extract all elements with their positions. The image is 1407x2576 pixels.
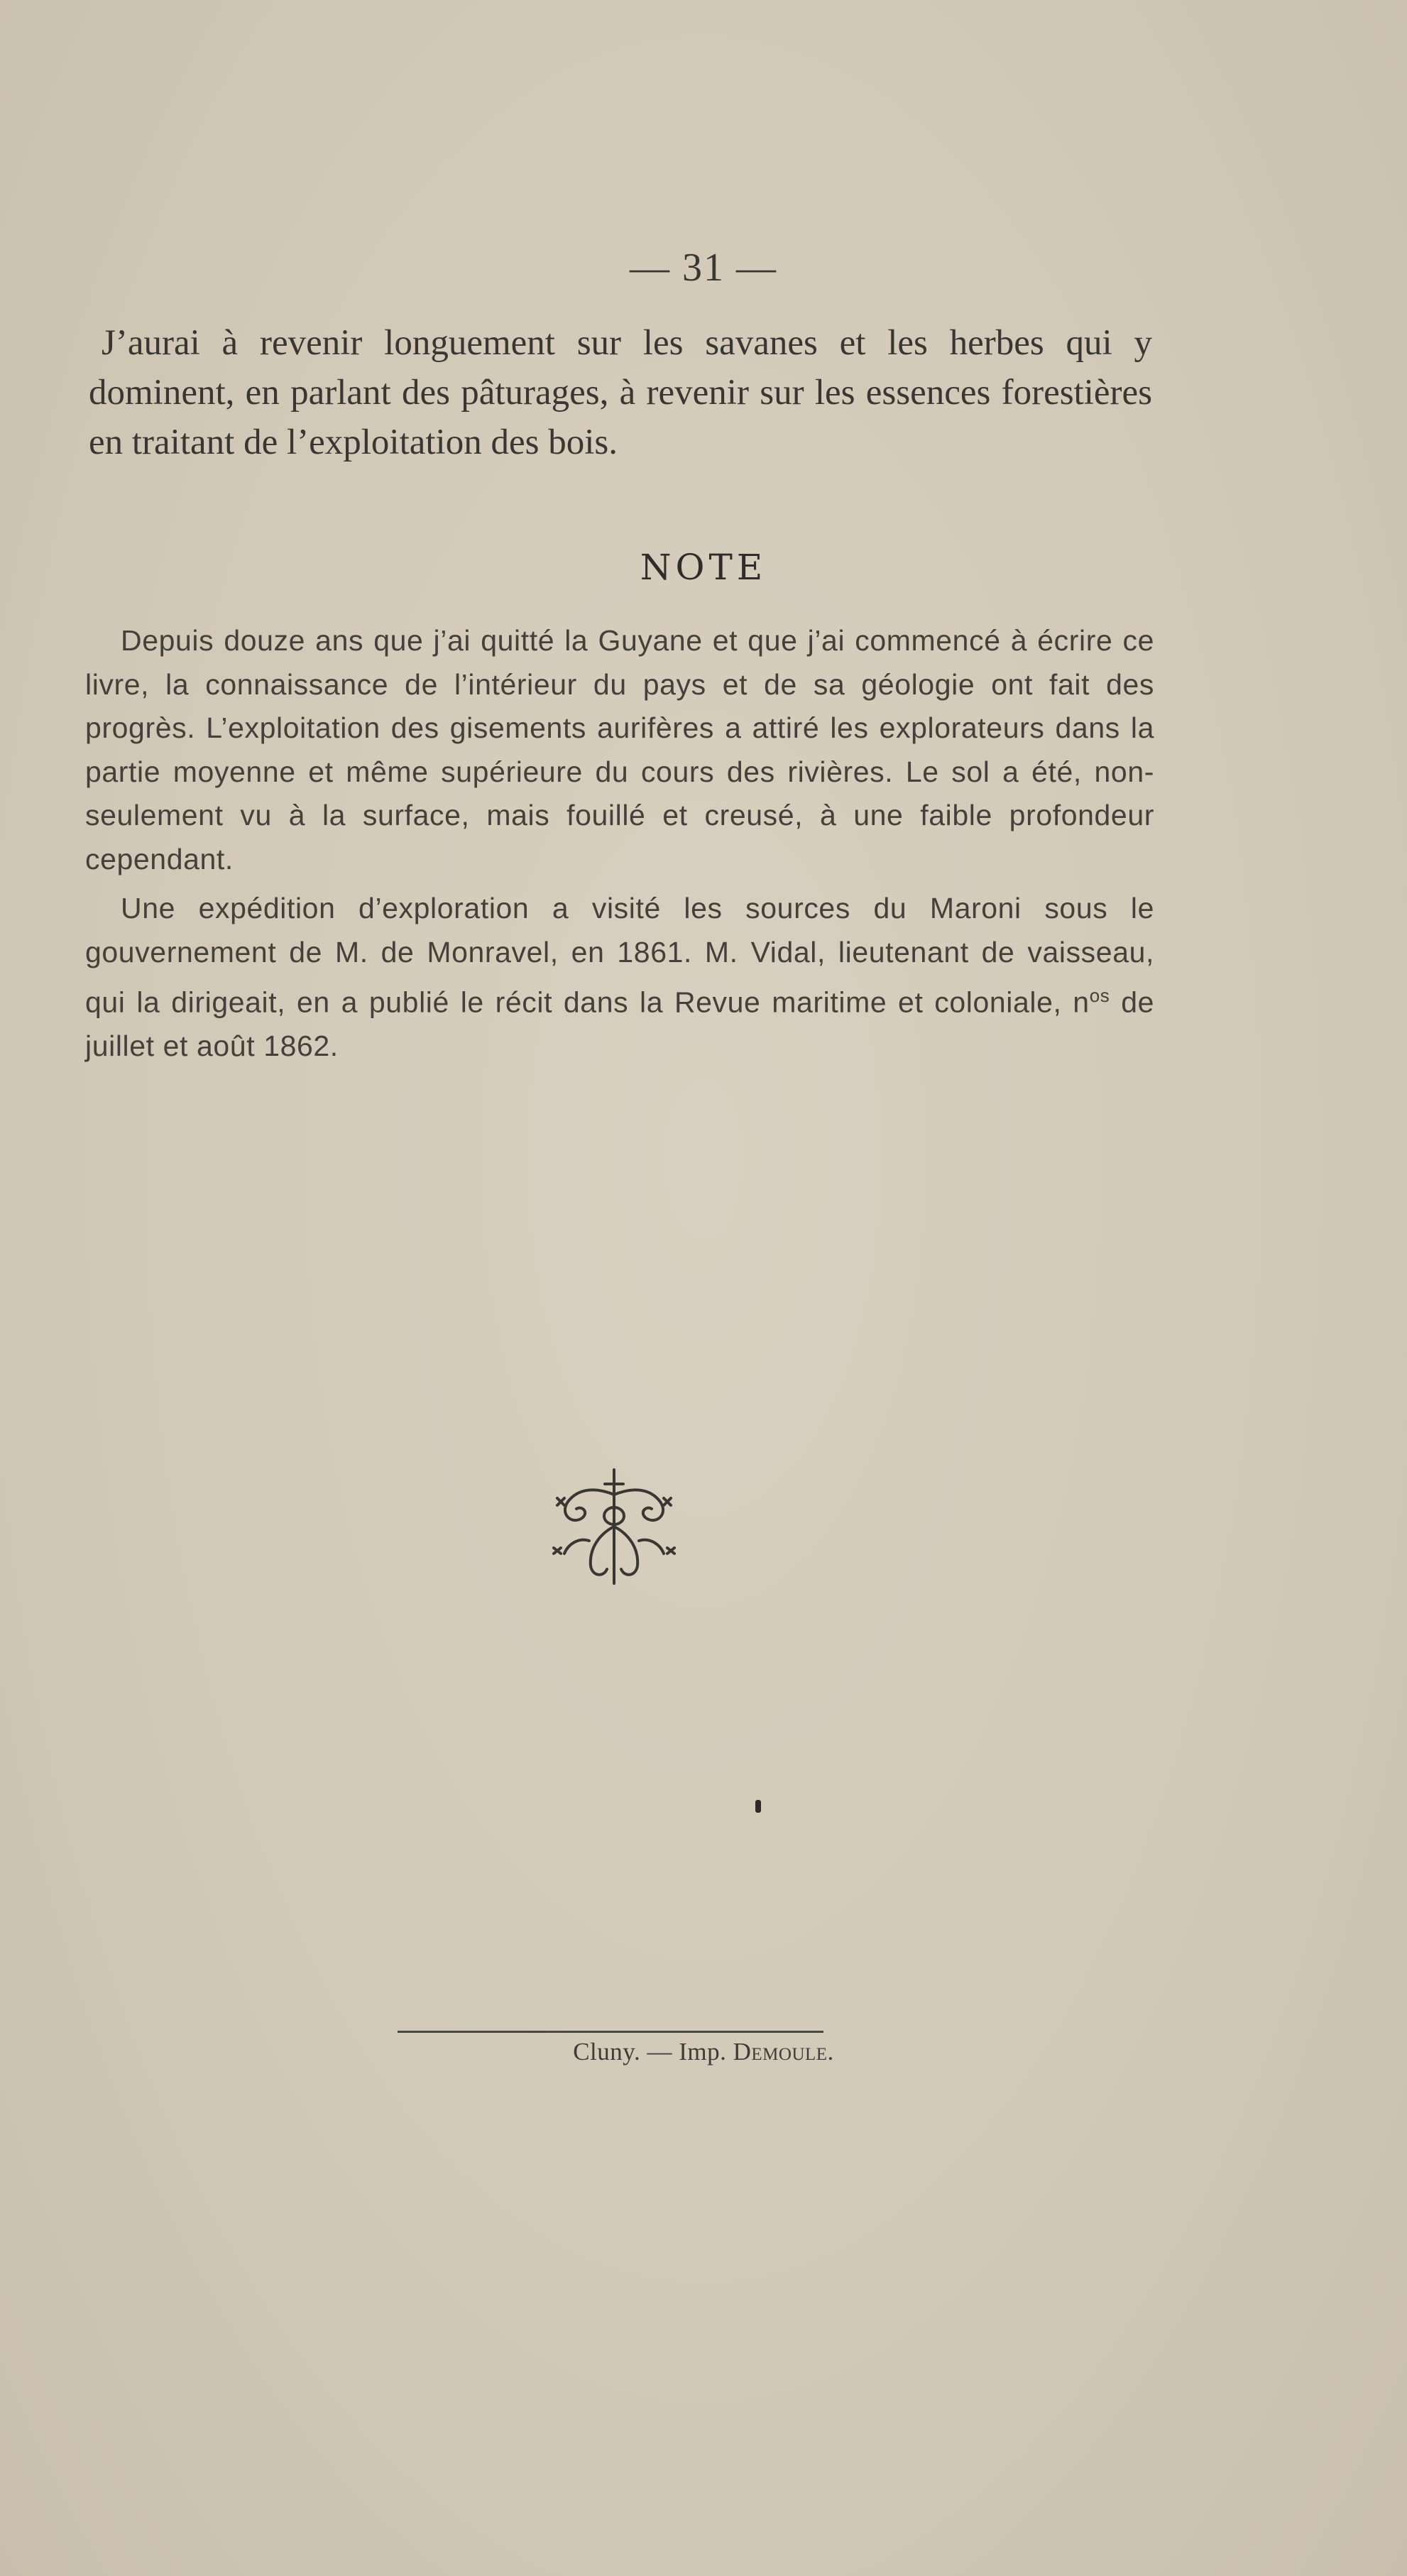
printer-imprint [0, 2038, 1407, 2066]
note-text [85, 619, 1154, 1069]
body-paragraph: J’aurai à revenir longuement sur les savanes et les herbes qui y dominent, en parlant des pâturages, à revenir sur les essences forestières en traitant de l’exploitation des bois. [89, 323, 1152, 462]
note-paragraph-1: Depuis douze ans que j’ai quitté la Guyane et que j’ai commencé à écrire ce livre, la connaissance de l’intérieur du pays et de sa géologie ont fait des progrès. L’exploitation des gisements aurifères a attiré les explorateurs dans la partie moyenne et même supérieure du cours des rivières. Le sol a été, non-seulement vu à la surface, mais fouillé et creusé, à une faible profondeur cependant. [85, 624, 1154, 875]
note-heading: NOTE [640, 547, 767, 588]
page-number: — 31 — [630, 246, 777, 290]
footer-rule [398, 2031, 823, 2033]
printer-name: Demoule. [733, 2038, 834, 2065]
ink-speck [755, 1800, 761, 1813]
printer-prefix: Cluny. — Imp. [573, 2038, 733, 2065]
fleuron-ornament-icon [540, 1463, 689, 1590]
note-paragraph-2 [85, 887, 1154, 1069]
note-paragraph-2-start: Une expédition d’exploration a visité les sources du Maroni sous le gouvernement de M. de Monravel, en 1861. M. Vidal, lieutenant de vaisseau, qui la dirigeait, en a publié le récit dans la Revue maritime et coloniale, n [85, 892, 1154, 1019]
note-paragraph-2-sup: os [1089, 985, 1110, 1006]
note-paragraph-2-end: de juillet et août 1862. [85, 986, 1155, 1063]
